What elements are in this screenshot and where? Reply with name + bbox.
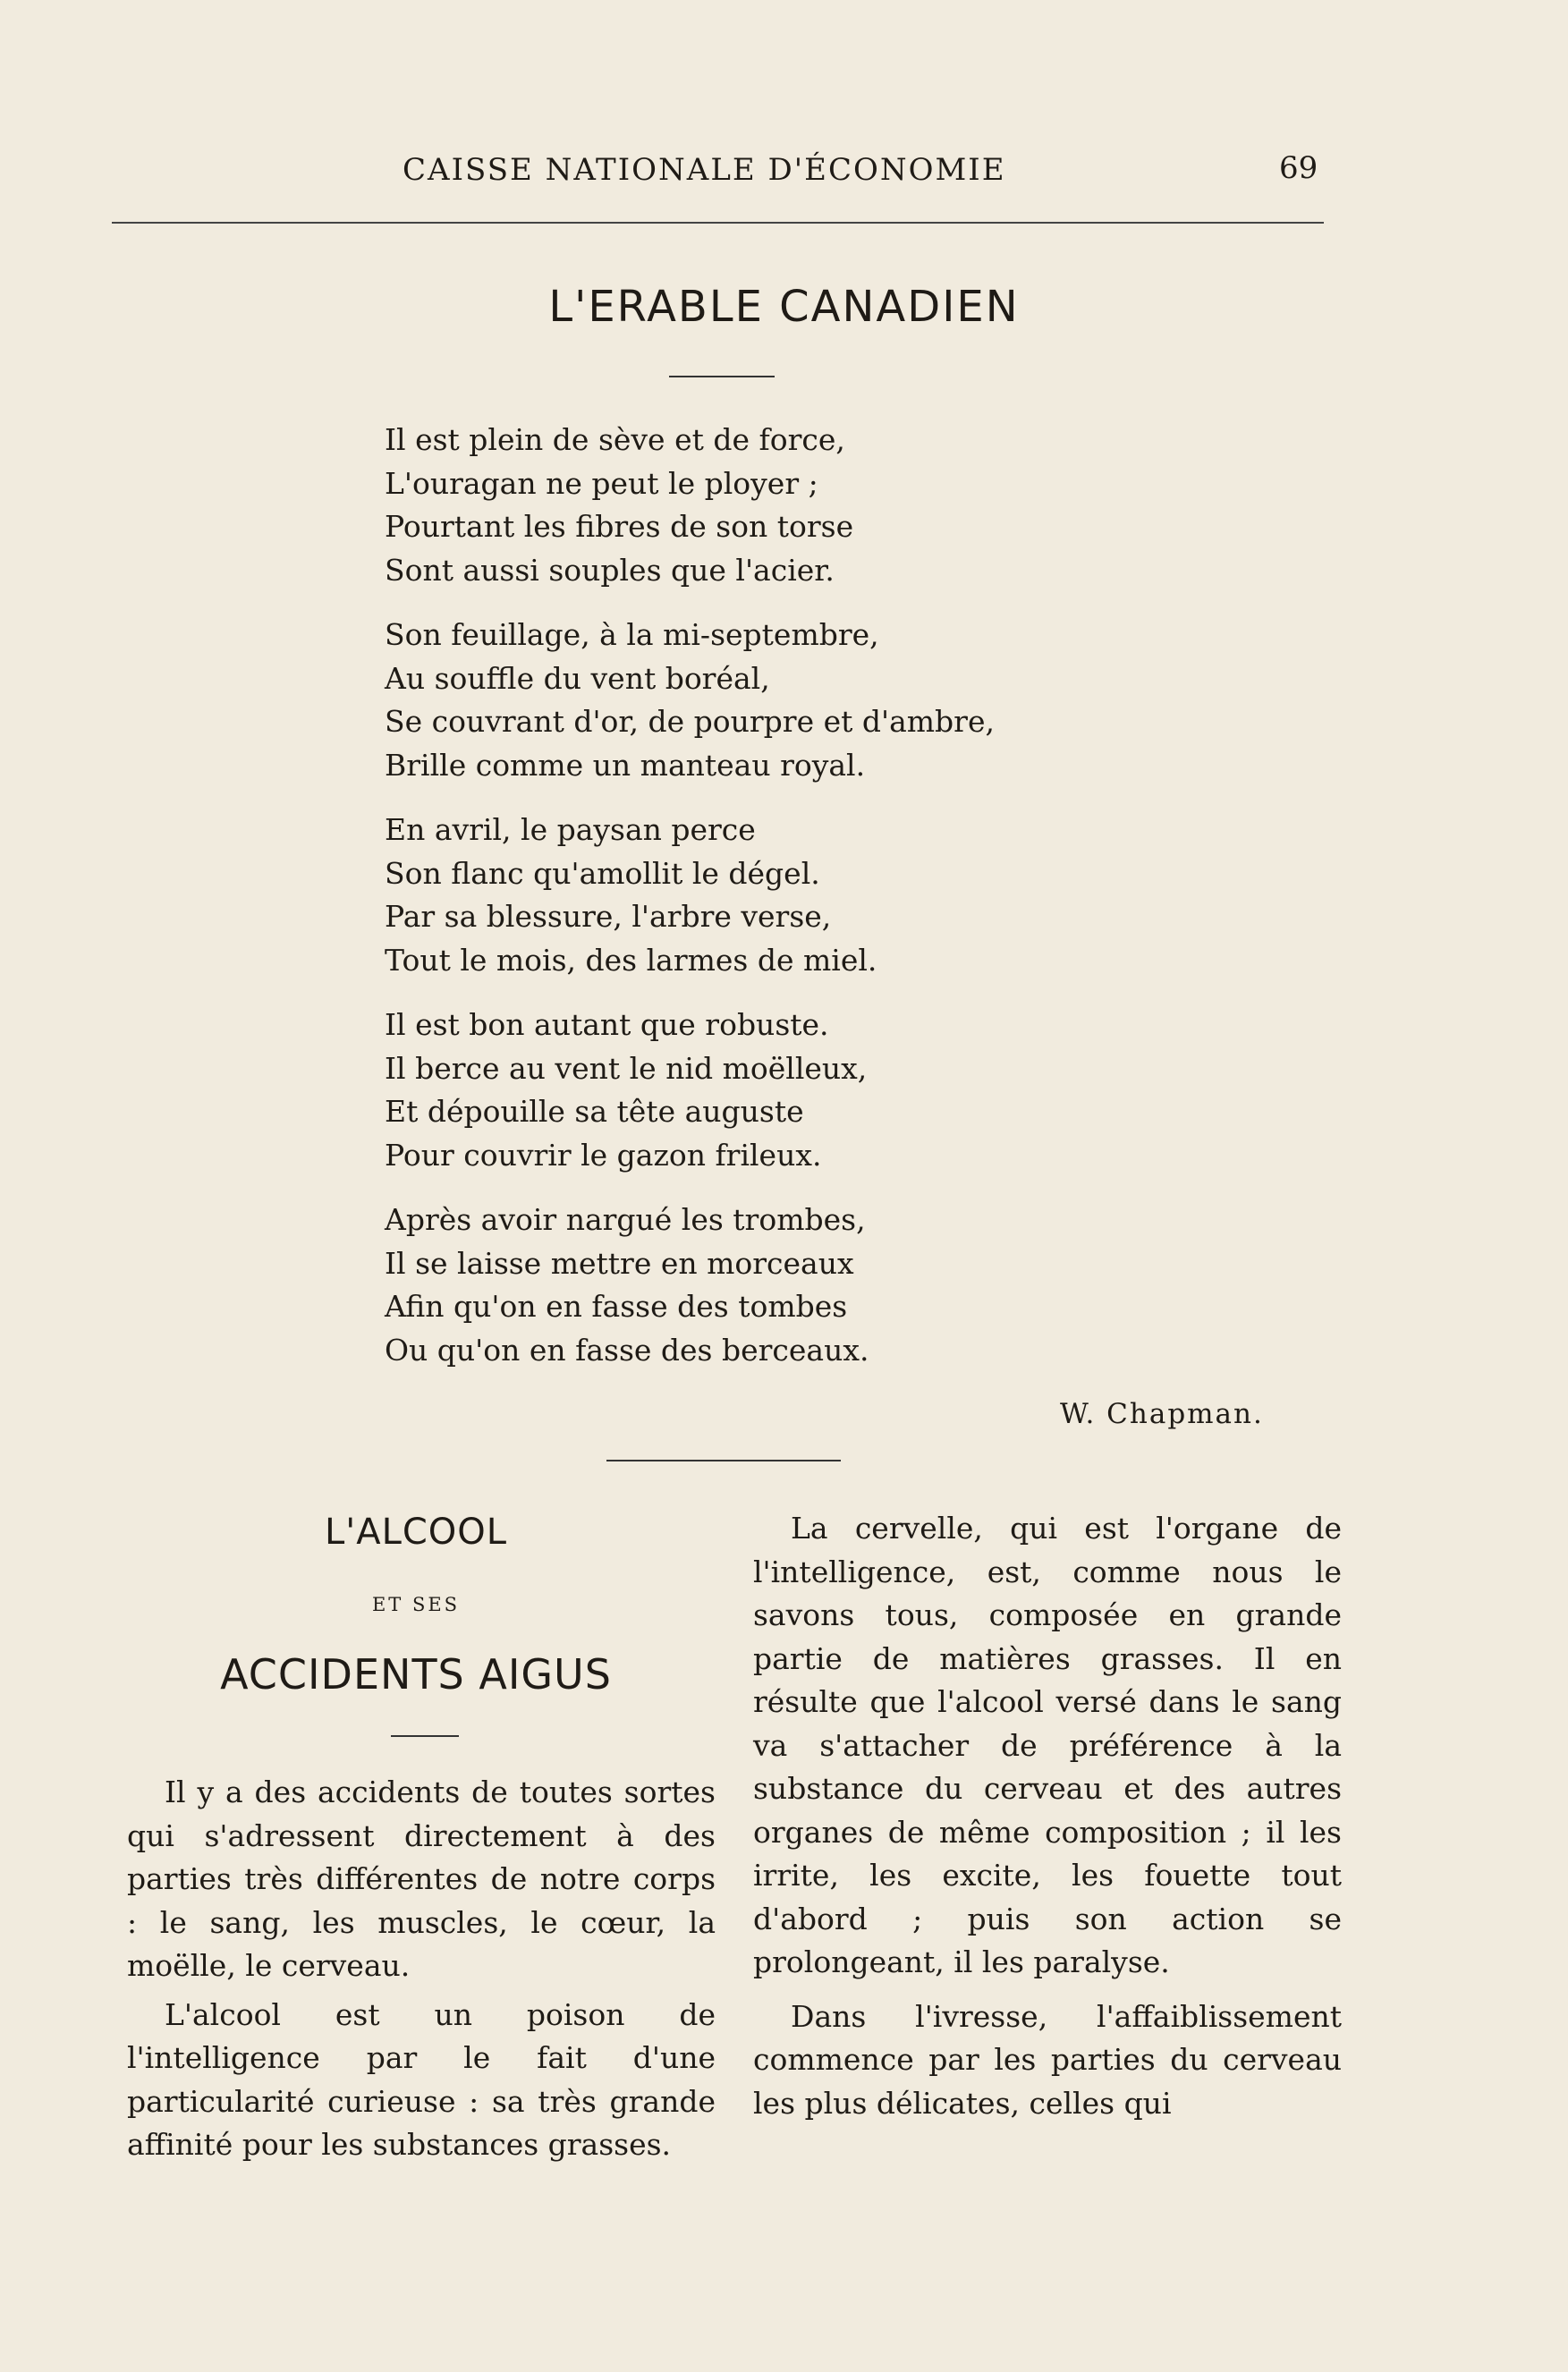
poem-line: En avril, le paysan perce	[385, 812, 756, 847]
section-separator-rule	[606, 1460, 841, 1461]
poem-line: Se couvrant d'or, de pourpre et d'ambre,	[385, 704, 995, 739]
header-rule	[112, 222, 1324, 224]
poem-stanza	[385, 614, 995, 787]
poem-author-signature: W. Chapman.	[1060, 1398, 1264, 1430]
article-paragraph: La cervelle, qui est l'organe de l'intelligence, est, comme nous le savons tous, composée en grande partie de matières grasses. Il en résulte que l'alcool versé dans le sang va s'attacher de préférence à la substance du cerveau et des autres organes de même composition ; il les irrite, les excite, les fouette tout d'abord ; puis son action se prolongeant, il les paralyse.	[753, 1511, 1342, 1979]
article-paragraph: Dans l'ivresse, l'affaiblissement commence par les parties du cerveau les plus délicates, celles qui	[753, 1998, 1342, 2121]
poem-line: Afin qu'on en fasse des tombes	[385, 1289, 848, 1324]
poem-line: Tout le mois, des larmes de miel.	[385, 942, 877, 978]
article-title-rule	[391, 1735, 459, 1737]
poem-line: Pour couvrir le gazon frileux.	[385, 1137, 822, 1173]
article-title: L'ALCOOL	[324, 1512, 508, 1553]
poem-line: Il se laisse mettre en morceaux	[385, 1245, 854, 1281]
poem-stanza	[385, 419, 995, 592]
poem-line: Brille comme un manteau royal.	[385, 747, 866, 783]
poem-body	[385, 419, 995, 1394]
poem-line: Il est bon autant que robuste.	[385, 1007, 829, 1042]
poem-line: L'ouragan ne peut le ployer ;	[385, 465, 818, 501]
poem-line: Sont aussi souples que l'acier.	[385, 552, 835, 588]
poem-stanza	[385, 809, 995, 982]
poem-stanza	[385, 1199, 995, 1372]
article-title-connector: ET SES	[371, 1594, 461, 1615]
poem-line: Et dépouille sa tête auguste	[385, 1094, 804, 1129]
poem-line: Il berce au vent le nid moëlleux,	[385, 1050, 868, 1086]
page-number: 69	[1279, 150, 1318, 186]
poem-line: Au souffle du vent boréal,	[385, 660, 770, 696]
poem-line: Après avoir nargué les trombes,	[385, 1202, 866, 1237]
poem-line: Il est plein de sève et de force,	[385, 422, 845, 457]
poem-line: Pourtant les fibres de son torse	[385, 509, 854, 544]
article-column-right	[753, 1507, 1342, 2125]
running-head-title: CAISSE NATIONALE D'ÉCONOMIE	[403, 152, 1006, 188]
poem-line: Son feuillage, à la mi-septembre,	[385, 617, 879, 652]
poem-title: L'ERABLE CANADIEN	[548, 282, 1020, 332]
article-paragraph: L'alcool est un poison de l'intelligence par le fait d'une particularité curieuse : sa très grande affinité pour les substances grasses.	[127, 1996, 716, 2162]
poem-title-rule	[669, 376, 775, 377]
poem-line: Par sa blessure, l'arbre verse,	[385, 899, 832, 934]
article-paragraph: Il y a des accidents de toutes sortes qui s'adressent directement à des parties très différentes de notre corps : le sang, les muscles, le cœur, la moëlle, le cerveau.	[127, 1775, 716, 1983]
article-column-left	[127, 1771, 716, 2167]
poem-line: Ou qu'on en fasse des berceaux.	[385, 1332, 869, 1368]
poem-stanza	[385, 1004, 995, 1177]
article-subtitle: ACCIDENTS AIGUS	[220, 1650, 612, 1699]
poem-line: Son flanc qu'amollit le dégel.	[385, 855, 820, 891]
